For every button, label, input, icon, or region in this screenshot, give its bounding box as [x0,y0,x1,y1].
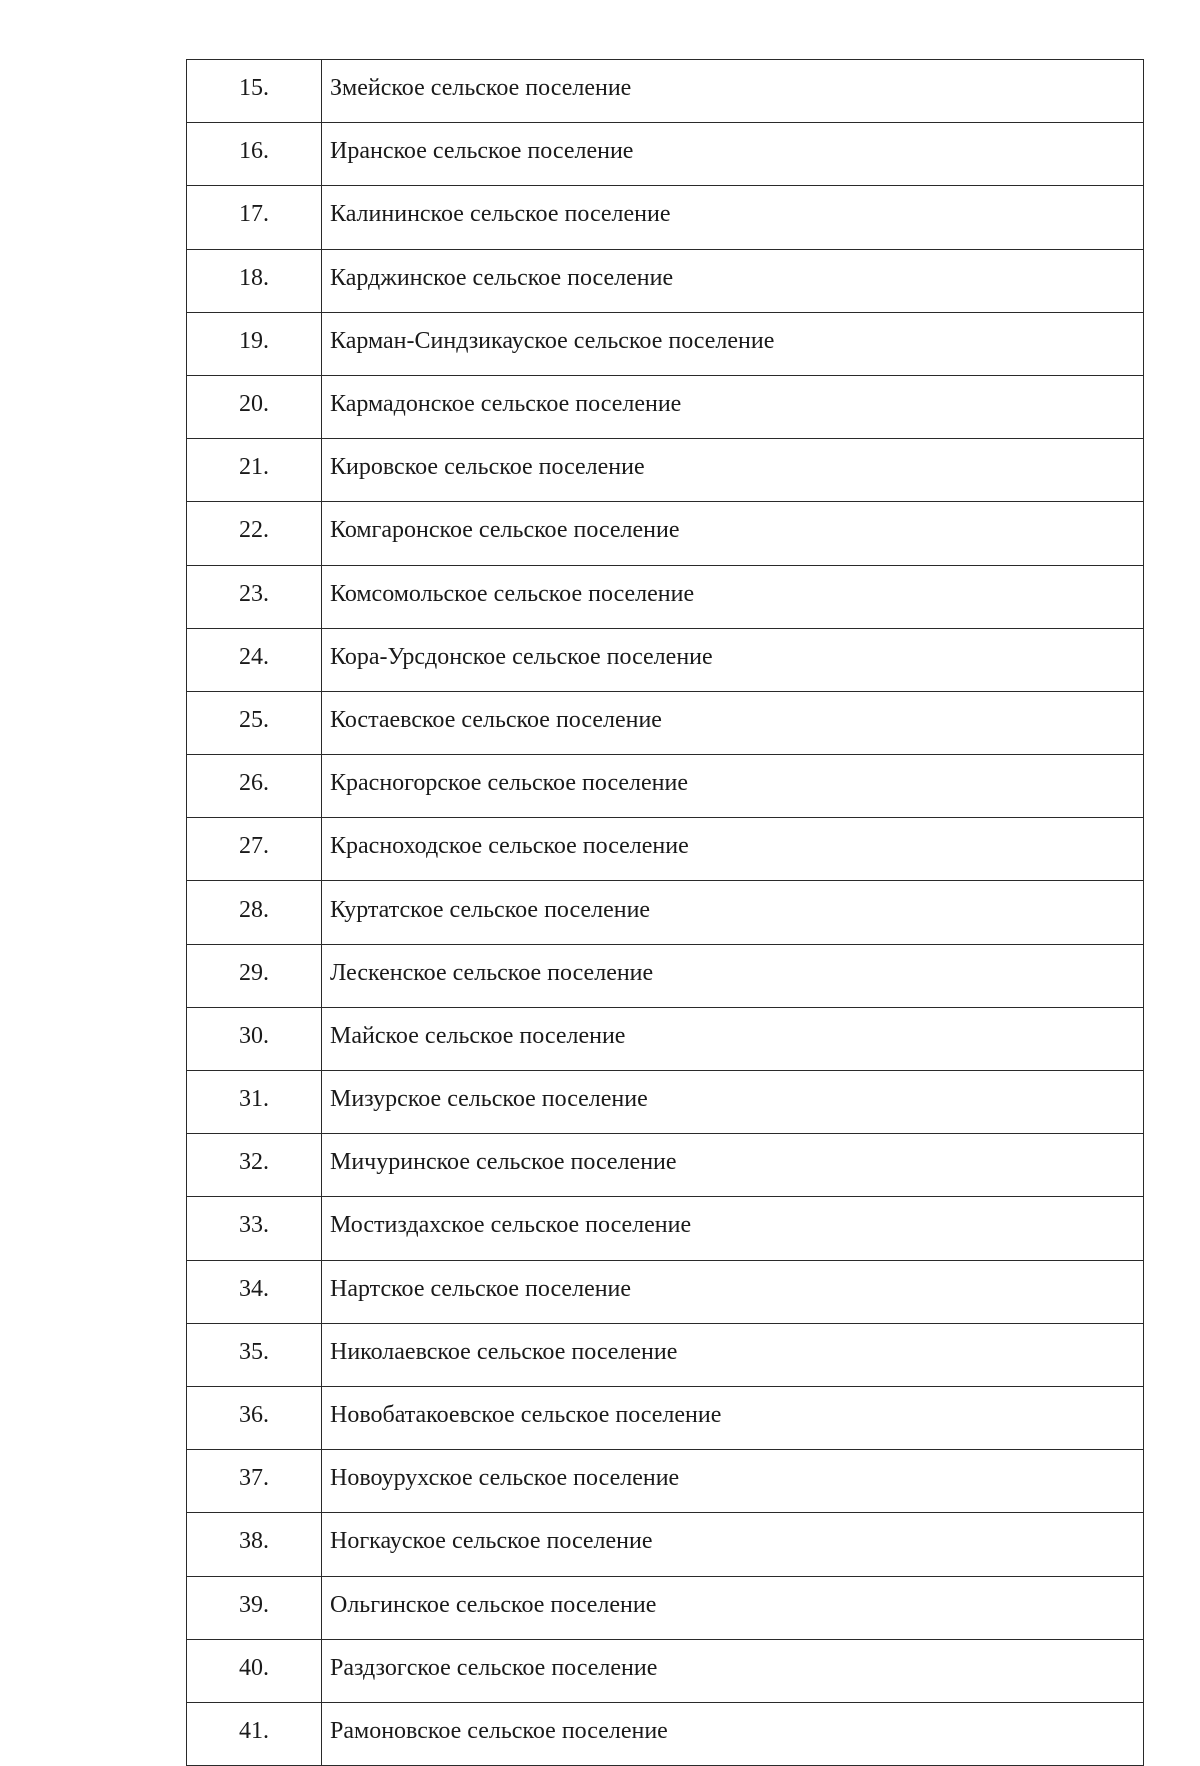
row-number: 15. [187,60,322,123]
settlement-name: Куртатское сельское поселение [322,881,1144,944]
row-number: 20. [187,375,322,438]
table-row [187,1071,1144,1134]
settlement-name: Николаевское сельское поселение [322,1323,1144,1386]
table-row [187,1260,1144,1323]
row-number: 41. [187,1702,322,1765]
row-number: 30. [187,1007,322,1070]
row-number: 40. [187,1639,322,1702]
settlement-name: Новоурухское сельское поселение [322,1450,1144,1513]
row-number: 24. [187,628,322,691]
row-number: 34. [187,1260,322,1323]
row-number: 27. [187,818,322,881]
settlement-name: Карджинское сельское поселение [322,249,1144,312]
table-row [187,818,1144,881]
row-number: 39. [187,1576,322,1639]
table-row [187,1450,1144,1513]
row-number: 26. [187,755,322,818]
settlement-name: Комсомольское сельское поселение [322,565,1144,628]
settlement-name: Нартское сельское поселение [322,1260,1144,1323]
settlements-table-body [187,60,1144,1766]
row-number: 17. [187,186,322,249]
settlement-name: Змейское сельское поселение [322,60,1144,123]
settlement-name: Красногорское сельское поселение [322,755,1144,818]
table-row [187,249,1144,312]
row-number: 32. [187,1134,322,1197]
row-number: 31. [187,1071,322,1134]
table-row [187,1197,1144,1260]
settlement-name: Кора-Урсдонское сельское поселение [322,628,1144,691]
table-row [187,944,1144,1007]
settlement-name: Красноходское сельское поселение [322,818,1144,881]
table-row [187,1576,1144,1639]
table-row [187,628,1144,691]
settlements-table [186,59,1144,1766]
settlement-name: Мостиздахское сельское поселение [322,1197,1144,1260]
row-number: 23. [187,565,322,628]
row-number: 28. [187,881,322,944]
table-row [187,502,1144,565]
row-number: 36. [187,1386,322,1449]
table-row [187,1386,1144,1449]
row-number: 29. [187,944,322,1007]
settlement-name: Калининское сельское поселение [322,186,1144,249]
table-row [187,439,1144,502]
table-row [187,691,1144,754]
settlement-name: Мизурское сельское поселение [322,1071,1144,1134]
table-row [187,1702,1144,1765]
settlement-name: Кармадонское сельское поселение [322,375,1144,438]
settlement-name: Иранское сельское поселение [322,123,1144,186]
table-row [187,1007,1144,1070]
row-number: 18. [187,249,322,312]
row-number: 22. [187,502,322,565]
settlement-name: Кировское сельское поселение [322,439,1144,502]
table-row [187,186,1144,249]
settlement-name: Новобатакоевское сельское поселение [322,1386,1144,1449]
table-row [187,881,1144,944]
table-row [187,755,1144,818]
table-row [187,312,1144,375]
settlement-name: Раздзогское сельское поселение [322,1639,1144,1702]
row-number: 21. [187,439,322,502]
table-row [187,123,1144,186]
table-row [187,1639,1144,1702]
row-number: 25. [187,691,322,754]
row-number: 19. [187,312,322,375]
row-number: 16. [187,123,322,186]
settlement-name: Карман-Синдзикауское сельское поселение [322,312,1144,375]
settlement-name: Ольгинское сельское поселение [322,1576,1144,1639]
table-row [187,1134,1144,1197]
row-number: 37. [187,1450,322,1513]
table-row [187,565,1144,628]
row-number: 33. [187,1197,322,1260]
settlement-name: Костаевское сельское поселение [322,691,1144,754]
settlement-name: Ногкауское сельское поселение [322,1513,1144,1576]
settlement-name: Рамоновское сельское поселение [322,1702,1144,1765]
table-row [187,60,1144,123]
row-number: 38. [187,1513,322,1576]
table-row [187,375,1144,438]
settlement-name: Майское сельское поселение [322,1007,1144,1070]
row-number: 35. [187,1323,322,1386]
settlement-name: Мичуринское сельское поселение [322,1134,1144,1197]
table-row [187,1513,1144,1576]
settlement-name: Комгаронское сельское поселение [322,502,1144,565]
settlement-name: Лескенское сельское поселение [322,944,1144,1007]
table-row [187,1323,1144,1386]
